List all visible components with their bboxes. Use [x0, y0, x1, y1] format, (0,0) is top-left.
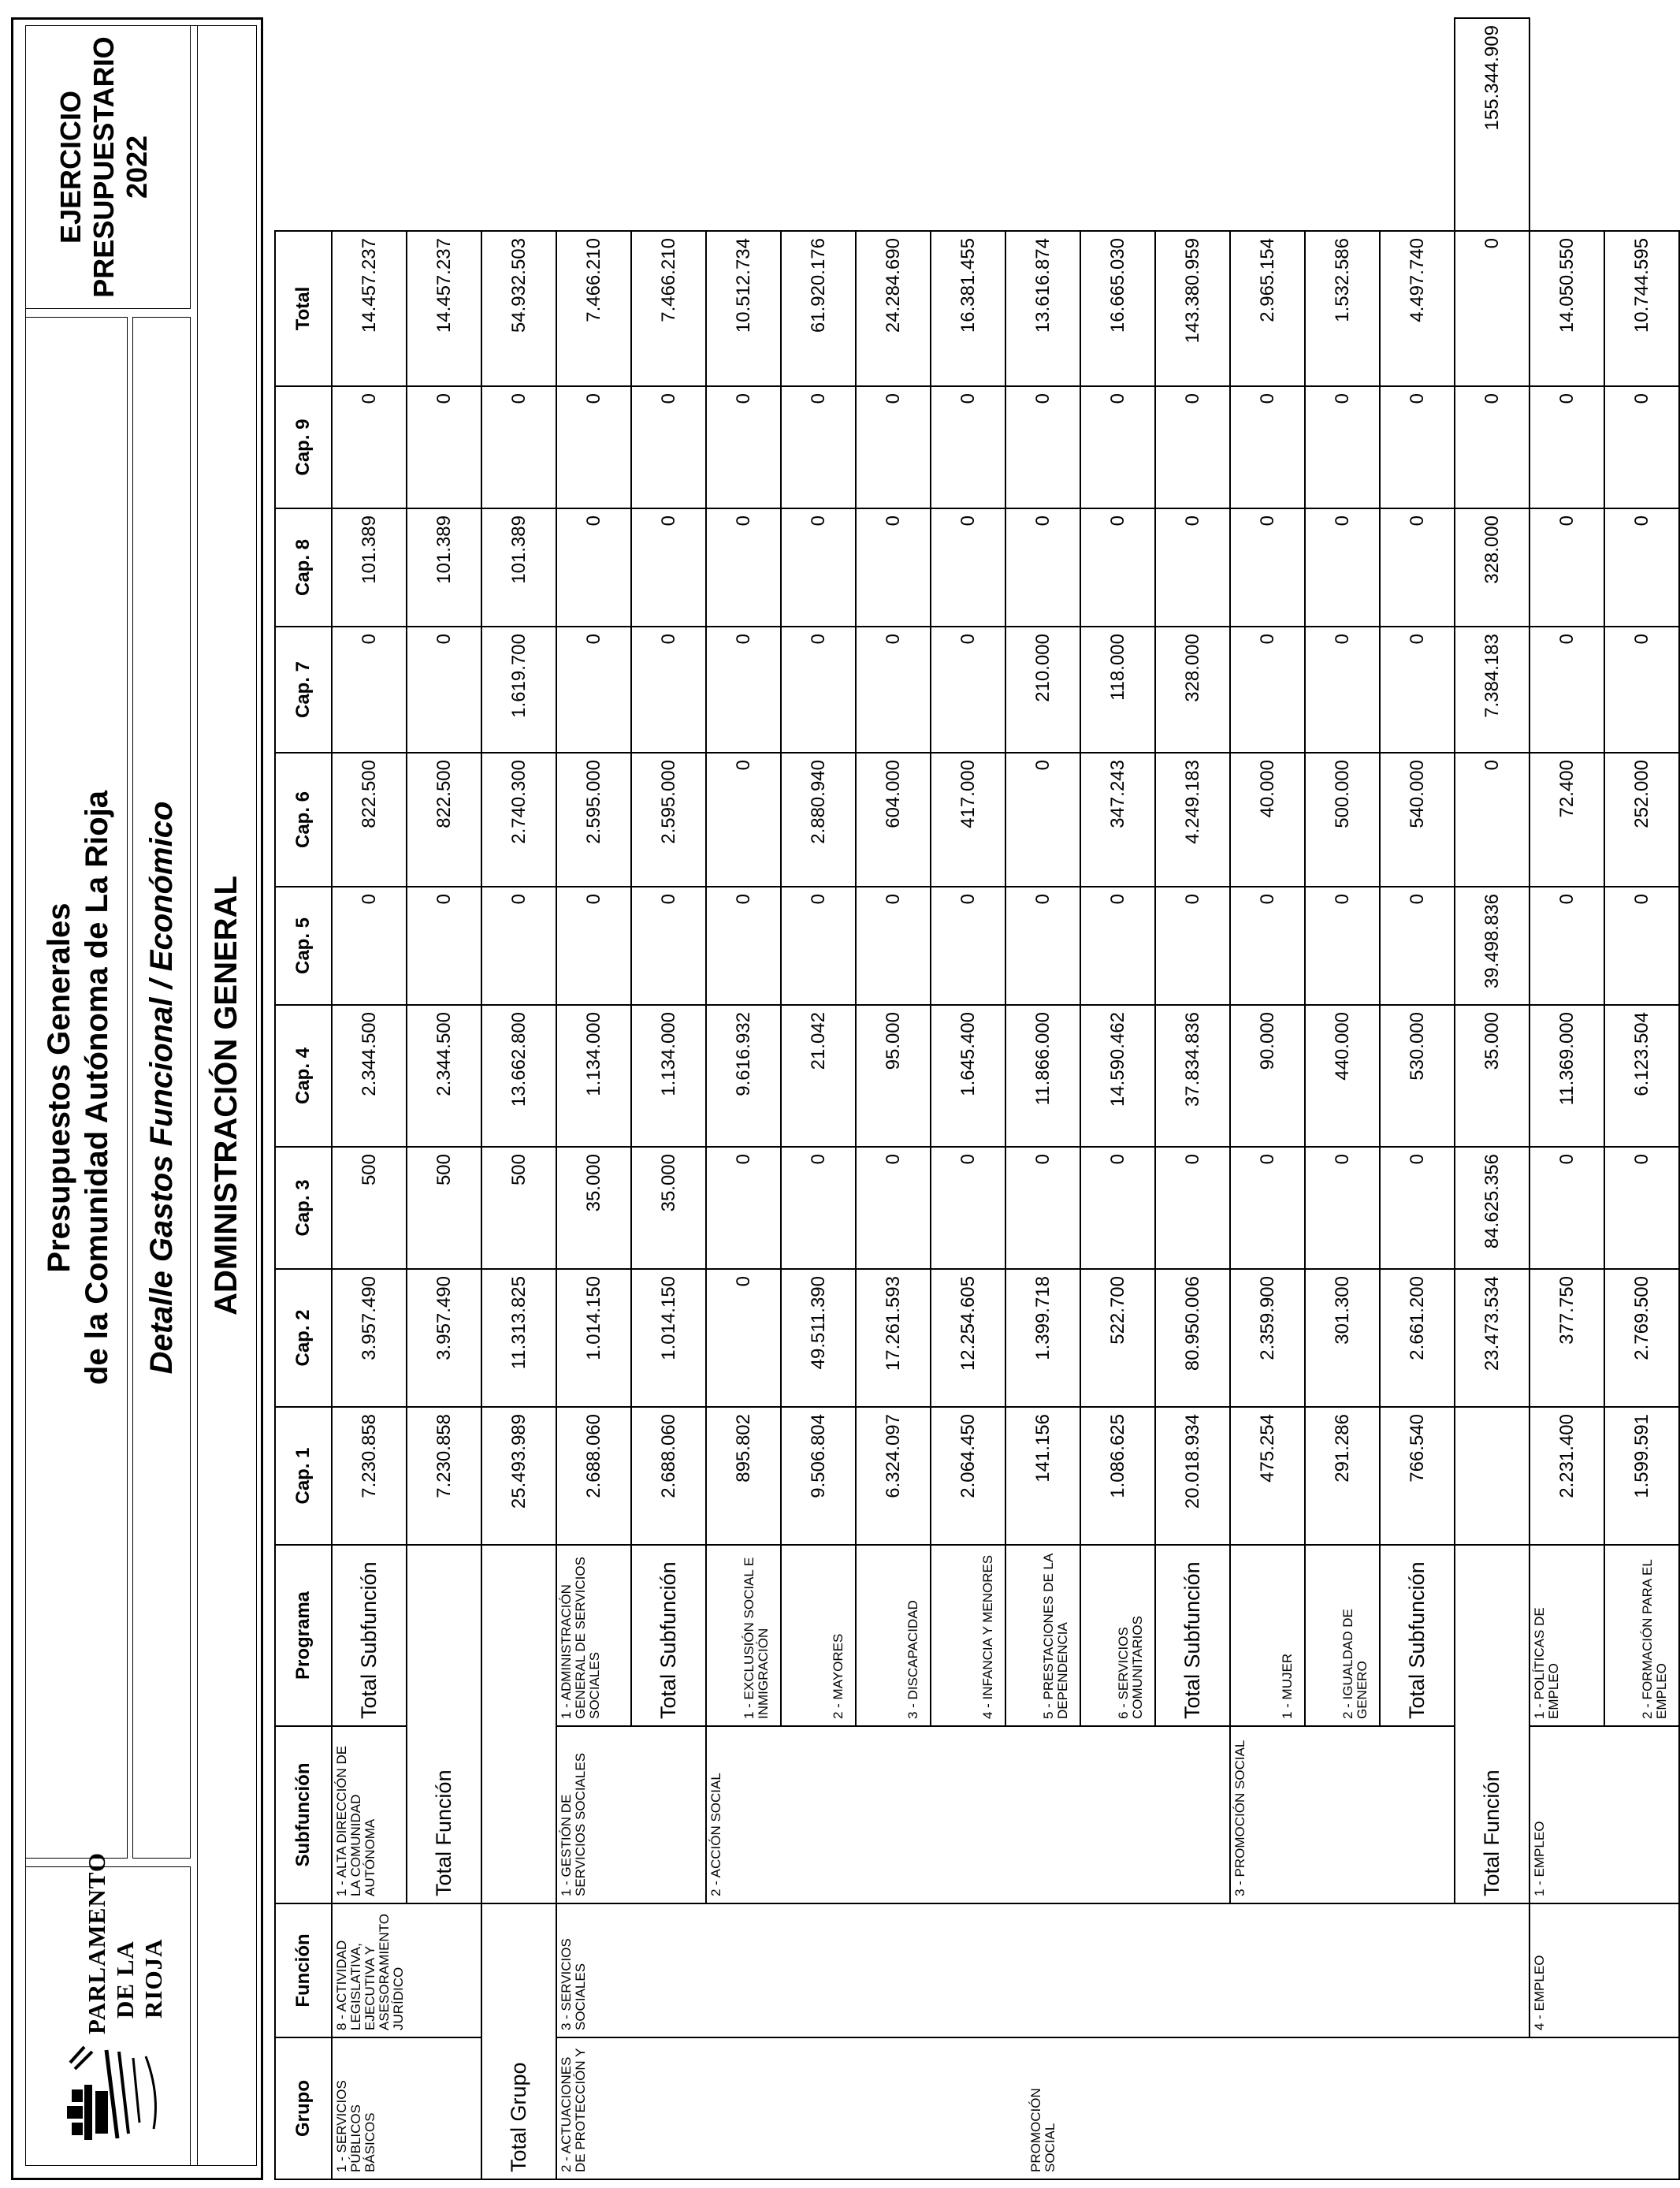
- value-cap7: 0: [1604, 627, 1679, 753]
- value-cap6: 2.880.940: [781, 753, 856, 887]
- value-cap3: 0: [856, 1147, 931, 1269]
- funcion-cell: 4 - EMPLEO: [1529, 1903, 1679, 2037]
- value-total: 7.466.210: [556, 231, 631, 386]
- value-cap9: 0: [781, 386, 856, 508]
- value-cap9: 0: [631, 386, 706, 508]
- value-cap2: 3.957.490: [332, 1269, 407, 1407]
- col-header-cap5: Cap. 5: [275, 887, 332, 1005]
- budget-table: [274, 17, 1680, 2180]
- subfuncion-cell: 1 - ALTA DIRECCIÓN DE LA COMUNIDAD AUTÓNOMA: [332, 1726, 407, 1903]
- value-cap7: 0: [1380, 627, 1455, 753]
- value-total: 13.616.874: [1005, 231, 1080, 386]
- value-cap9: 0: [1604, 386, 1679, 508]
- table-row: [332, 18, 407, 2179]
- value-cap2: 84.625.356: [1455, 1147, 1529, 1269]
- value-cap7: 0: [407, 627, 481, 753]
- ejercicio-box: [25, 25, 191, 309]
- value-cap5: 0: [407, 887, 481, 1005]
- value-cap8: 0: [556, 508, 631, 627]
- value-cap8: 0: [1080, 508, 1155, 627]
- subfuncion-cell: 1 - GESTIÓN DE SERVICIOS SOCIALES: [556, 1726, 706, 1903]
- col-header-cap4: Cap. 4: [275, 1005, 332, 1147]
- funcion-cell: 8 - ACTIVIDAD LEGISLATIVA, EJECUTIVA Y ASESORAMIENTO JURÍDICO: [332, 1903, 481, 2037]
- value-cap8: 0: [1529, 508, 1604, 627]
- value-cap8: 0: [631, 508, 706, 627]
- value-total: 14.050.550: [1529, 231, 1604, 386]
- value-cap9: 0: [1529, 386, 1604, 508]
- value-cap9: 0: [481, 386, 556, 508]
- value-cap9: 0: [1305, 386, 1380, 508]
- programa-cell: 2 - FORMACIÓN PARA EL EMPLEO: [1604, 1545, 1679, 1726]
- value-cap3: 500: [407, 1147, 481, 1269]
- col-header-cap3: Cap. 3: [275, 1147, 332, 1269]
- table-row: [1230, 18, 1305, 2179]
- value-cap8: 0: [1380, 508, 1455, 627]
- value-cap1: 23.473.534: [1455, 1269, 1529, 1407]
- col-header-cap9: Cap. 9: [275, 386, 332, 508]
- value-cap9: 0: [1005, 386, 1080, 508]
- value-cap6: 2.740.300: [481, 753, 556, 887]
- value-cap1: 475.254: [1230, 1407, 1305, 1545]
- value-cap7: 0: [332, 627, 407, 753]
- value-cap6: 72.400: [1529, 753, 1604, 887]
- value-cap3: 35.000: [631, 1147, 706, 1269]
- value-cap5: 0: [1005, 887, 1080, 1005]
- value-total: 16.381.455: [931, 231, 1005, 386]
- value-cap9: 0: [931, 386, 1005, 508]
- value-cap7: 0: [556, 627, 631, 753]
- value-cap8: 0: [1305, 508, 1380, 627]
- total-subfuncion-label: Total Subfunción: [332, 1545, 407, 1726]
- value-cap3: 0: [1305, 1147, 1380, 1269]
- value-total: 7.466.210: [631, 231, 706, 386]
- value-cap5: 0: [781, 887, 856, 1005]
- subfuncion-cell: 1 - EMPLEO: [1529, 1726, 1679, 1903]
- value-cap9: 0: [1155, 386, 1230, 508]
- programa-cell: 1 - MUJER: [1230, 1545, 1305, 1726]
- value-cap8: 0: [1455, 386, 1529, 508]
- value-cap2: 377.750: [1529, 1269, 1604, 1407]
- value-cap6: 4.249.183: [1155, 753, 1230, 887]
- value-cap6: 604.000: [856, 753, 931, 887]
- subtitle: Detalle Gastos Funcional / Económico: [144, 801, 179, 1375]
- value-cap9: 0: [556, 386, 631, 508]
- col-header-cap6: Cap. 6: [275, 753, 332, 887]
- header-row: [275, 18, 332, 2179]
- value-cap5: 0: [1080, 887, 1155, 1005]
- blank-cell: [481, 1545, 556, 1903]
- blank-cell: [1455, 1407, 1529, 1545]
- value-cap9: 0: [1455, 231, 1529, 386]
- value-cap3: 0: [931, 1147, 1005, 1269]
- grupo-cell: [556, 2037, 1679, 2179]
- value-cap2: 3.957.490: [407, 1269, 481, 1407]
- value-cap3: 0: [1380, 1147, 1455, 1269]
- grupo-label-bottom: PROMOCIÓN SOCIAL: [1028, 2088, 1057, 2172]
- value-cap4: 11.866.000: [1005, 1005, 1080, 1147]
- value-cap7: 0: [781, 627, 856, 753]
- value-total: 4.497.740: [1380, 231, 1455, 386]
- parliament-emblem-icon: [61, 2042, 163, 2145]
- total-subfuncion-label: Total Subfunción: [631, 1545, 706, 1726]
- value-cap1: 895.802: [706, 1407, 781, 1545]
- value-cap5: 0: [1230, 887, 1305, 1005]
- title-line2: de la Comunidad Autónoma de La Rioja: [80, 790, 114, 1386]
- value-total: 16.665.030: [1080, 231, 1155, 386]
- value-cap6: 540.000: [1380, 753, 1455, 887]
- logo-box: [25, 1851, 191, 2166]
- programa-cell: 6 - SERVICIOS COMUNITARIOS: [1080, 1545, 1155, 1726]
- value-cap4: 39.498.836: [1455, 887, 1529, 1005]
- value-total: 14.457.237: [407, 231, 481, 386]
- logo-text-line1: PARLAMENTO: [83, 1851, 110, 2034]
- value-cap4: 2.344.500: [407, 1005, 481, 1147]
- table-row: [1455, 18, 1529, 2179]
- logo-text-line2: DE LA RIOJA: [111, 1938, 167, 2019]
- ejercicio-line2: PRESUPUESTARIO: [87, 36, 120, 298]
- value-total: 2.965.154: [1230, 231, 1305, 386]
- value-cap9: 0: [332, 386, 407, 508]
- value-cap8: 0: [1230, 508, 1305, 627]
- value-cap5: 0: [1380, 887, 1455, 1005]
- value-cap5: 0: [856, 887, 931, 1005]
- value-cap3: 0: [1230, 1147, 1305, 1269]
- col-header-grupo: Grupo: [275, 2037, 332, 2179]
- value-cap3: 0: [1155, 1147, 1230, 1269]
- value-cap8: 0: [706, 508, 781, 627]
- value-cap6: 252.000: [1604, 753, 1679, 887]
- col-header-cap2: Cap. 2: [275, 1269, 332, 1407]
- programa-cell: 5 - PRESTACIONES DE LA DEPENDENCIA: [1005, 1545, 1080, 1726]
- programa-cell: 1 - ADMINISTRACIÓN GENERAL DE SERVICIOS SOCIALES: [556, 1545, 631, 1726]
- total-subfuncion-label: Total Subfunción: [1155, 1545, 1230, 1726]
- value-cap7: 0: [1305, 627, 1380, 753]
- value-cap3: 500: [481, 1147, 556, 1269]
- programa-cell: 1 - EXCLUSIÓN SOCIAL E INMIGRACIÓN: [706, 1545, 781, 1726]
- value-cap3: 0: [706, 1147, 781, 1269]
- grupo-cell: 1 - SERVICIOS PÚBLICOS BÁSICOS: [332, 2037, 481, 2179]
- value-cap6: 2.595.000: [631, 753, 706, 887]
- section-title: ADMINISTRACIÓN GENERAL: [209, 876, 243, 1315]
- value-cap4: 37.834.836: [1155, 1005, 1230, 1147]
- value-cap5: 0: [556, 887, 631, 1005]
- value-cap1: 6.324.097: [856, 1407, 931, 1545]
- value-cap5: 0: [332, 887, 407, 1005]
- col-header-cap7: Cap. 7: [275, 627, 332, 753]
- value-cap4: 440.000: [1305, 1005, 1380, 1147]
- value-cap4: 21.042: [781, 1005, 856, 1147]
- value-cap7: 0: [1230, 627, 1305, 753]
- value-cap8: 0: [781, 508, 856, 627]
- value-cap4: 2.344.500: [332, 1005, 407, 1147]
- value-cap5: 0: [1455, 753, 1529, 887]
- value-cap8: 0: [1005, 508, 1080, 627]
- value-cap8: 0: [931, 508, 1005, 627]
- value-cap6: 7.384.183: [1455, 627, 1529, 753]
- value-cap8: 101.389: [407, 508, 481, 627]
- value-cap4: 13.662.800: [481, 1005, 556, 1147]
- value-cap6: 822.500: [332, 753, 407, 887]
- value-cap4: 90.000: [1230, 1005, 1305, 1147]
- value-cap2: 522.700: [1080, 1269, 1155, 1407]
- table-row: [556, 18, 631, 2179]
- programa-cell: 2 - MAYORES: [781, 1545, 856, 1726]
- ejercicio-line1: EJERCICIO: [54, 90, 87, 244]
- title-box: [25, 317, 128, 1859]
- value-cap7: 0: [706, 627, 781, 753]
- value-cap1: 2.231.400: [1529, 1407, 1604, 1545]
- value-total: 1.532.586: [1305, 231, 1380, 386]
- value-cap3: 0: [1604, 1147, 1679, 1269]
- value-cap2: 2.661.200: [1380, 1269, 1455, 1407]
- value-cap3: 500: [332, 1147, 407, 1269]
- value-cap2: 17.261.593: [856, 1269, 931, 1407]
- subfuncion-cell: 2 - ACCIÓN SOCIAL: [706, 1726, 1230, 1903]
- value-cap3: 0: [1529, 1147, 1604, 1269]
- ejercicio-year: 2022: [121, 135, 153, 199]
- programa-cell: 4 - INFANCIA Y MENORES: [931, 1545, 1005, 1726]
- value-cap2: 49.511.390: [781, 1269, 856, 1407]
- value-cap7: 1.619.700: [481, 627, 556, 753]
- value-cap5: 0: [1305, 887, 1380, 1005]
- value-cap7: 0: [931, 627, 1005, 753]
- value-cap8: 0: [1155, 508, 1230, 627]
- value-cap5: 0: [706, 887, 781, 1005]
- value-cap5: 0: [931, 887, 1005, 1005]
- value-cap6: 0: [706, 753, 781, 887]
- value-cap3: 0: [1005, 1147, 1080, 1269]
- grupo-label-top: 2 - ACTUACIONES DE PROTECCIÓN Y: [559, 2048, 588, 2172]
- value-cap2: 0: [706, 1269, 781, 1407]
- value-cap9: 0: [1080, 386, 1155, 508]
- table-row: [481, 18, 556, 2179]
- value-cap7: 0: [1529, 627, 1604, 753]
- value-total: 10.744.595: [1604, 231, 1679, 386]
- value-cap7: 118.000: [1080, 627, 1155, 753]
- value-cap2: 1.399.718: [1005, 1269, 1080, 1407]
- value-cap4: 14.590.462: [1080, 1005, 1155, 1147]
- col-header-programa: Programa: [275, 1545, 332, 1726]
- value-cap6: 347.243: [1080, 753, 1155, 887]
- value-cap1: 141.156: [1005, 1407, 1080, 1545]
- total-funcion-label: Total Función: [1455, 1545, 1529, 1903]
- value-cap1: 25.493.989: [481, 1407, 556, 1545]
- value-cap9: 0: [407, 386, 481, 508]
- value-cap1: 9.506.804: [781, 1407, 856, 1545]
- col-header-cap1: Cap. 1: [275, 1407, 332, 1545]
- value-cap7: 328.000: [1455, 508, 1529, 627]
- total-grupo-label: Total Grupo: [481, 1903, 556, 2179]
- value-cap1: 7.230.858: [332, 1407, 407, 1545]
- value-cap2: 1.014.150: [556, 1269, 631, 1407]
- col-header-cap8: Cap. 8: [275, 508, 332, 627]
- spacer: [588, 2045, 1029, 2172]
- value-cap1: 2.688.060: [556, 1407, 631, 1545]
- value-cap2: 80.950.006: [1155, 1269, 1230, 1407]
- value-cap6: 417.000: [931, 753, 1005, 887]
- value-cap1: 291.286: [1305, 1407, 1380, 1545]
- value-cap5: 0: [631, 887, 706, 1005]
- value-cap5: 0: [481, 887, 556, 1005]
- value-cap1: 766.540: [1380, 1407, 1455, 1545]
- value-cap4: 95.000: [856, 1005, 931, 1147]
- total-subfuncion-label: Total Subfunción: [1380, 1545, 1455, 1726]
- table-row: [706, 18, 781, 2179]
- value-cap2: 2.769.500: [1604, 1269, 1679, 1407]
- subtitle-box: [132, 317, 191, 1859]
- value-cap2: 2.359.900: [1230, 1269, 1305, 1407]
- funcion-cell: 3 - SERVICIOS SOCIALES: [556, 1903, 1529, 2037]
- value-cap2: 12.254.605: [931, 1269, 1005, 1407]
- table-row: [407, 18, 481, 2179]
- value-cap8: 101.389: [332, 508, 407, 627]
- value-total: 61.920.176: [781, 231, 856, 386]
- value-total: 54.932.503: [481, 231, 556, 386]
- value-cap8: 0: [856, 508, 931, 627]
- programa-cell: 3 - DISCAPACIDAD: [856, 1545, 931, 1726]
- value-cap7: 0: [631, 627, 706, 753]
- value-total: 14.457.237: [332, 231, 407, 386]
- value-cap1: 2.064.450: [931, 1407, 1005, 1545]
- value-cap2: 301.300: [1305, 1269, 1380, 1407]
- col-header-total: Total: [275, 231, 332, 386]
- value-cap6: 40.000: [1230, 753, 1305, 887]
- value-total: 24.284.690: [856, 231, 931, 386]
- value-cap2: 11.313.825: [481, 1269, 556, 1407]
- value-cap1: 20.018.934: [1155, 1407, 1230, 1545]
- value-cap6: 2.595.000: [556, 753, 631, 887]
- section-box: [197, 25, 257, 2166]
- col-header-subfuncion: Subfunción: [275, 1726, 332, 1903]
- value-cap9: 0: [1230, 386, 1305, 508]
- value-cap1: 7.230.858: [407, 1407, 481, 1545]
- value-cap2: 1.014.150: [631, 1269, 706, 1407]
- value-cap8: 101.389: [481, 508, 556, 627]
- value-cap4: 11.369.000: [1529, 1005, 1604, 1147]
- value-cap6: 822.500: [407, 753, 481, 887]
- value-total: 155.344.909: [1455, 18, 1529, 231]
- value-cap9: 0: [706, 386, 781, 508]
- value-cap1: 2.688.060: [631, 1407, 706, 1545]
- value-cap8: 0: [1604, 508, 1679, 627]
- value-cap4: 9.616.932: [706, 1005, 781, 1147]
- value-cap1: 1.599.591: [1604, 1407, 1679, 1545]
- title-line1: Presupuestos Generales: [42, 902, 76, 1273]
- value-cap7: 210.000: [1005, 627, 1080, 753]
- value-cap5: 0: [1529, 887, 1604, 1005]
- value-cap3: 0: [1080, 1147, 1155, 1269]
- programa-cell: 2 - IGUALDAD DE GENERO: [1305, 1545, 1380, 1726]
- value-cap7: 0: [856, 627, 931, 753]
- value-cap6: 0: [1005, 753, 1080, 887]
- value-cap1: 1.086.625: [1080, 1407, 1155, 1545]
- value-cap7: 328.000: [1155, 627, 1230, 753]
- value-cap6: 500.000: [1305, 753, 1380, 887]
- value-cap4: 1.134.000: [556, 1005, 631, 1147]
- subfuncion-cell: 3 - PROMOCIÓN SOCIAL: [1230, 1726, 1455, 1903]
- table-row: [1529, 18, 1604, 2179]
- value-cap3: 0: [781, 1147, 856, 1269]
- col-header-funcion: Función: [275, 1903, 332, 2037]
- value-total: 10.512.734: [706, 231, 781, 386]
- total-funcion-label: Total Función: [407, 1545, 481, 1903]
- programa-cell: 1 - POLÍTICAS DE EMPLEO: [1529, 1545, 1604, 1726]
- value-cap9: 0: [1380, 386, 1455, 508]
- value-cap4: 530.000: [1380, 1005, 1455, 1147]
- value-cap4: 1.645.400: [931, 1005, 1005, 1147]
- value-cap5: 0: [1604, 887, 1679, 1005]
- value-cap3: 35.000: [556, 1147, 631, 1269]
- value-total: 143.380.959: [1155, 231, 1230, 386]
- value-cap4: 6.123.504: [1604, 1005, 1679, 1147]
- value-cap3: 35.000: [1455, 1005, 1529, 1147]
- budget-table-wrapper: [274, 17, 1669, 2180]
- value-cap9: 0: [856, 386, 931, 508]
- value-cap5: 0: [1155, 887, 1230, 1005]
- value-cap4: 1.134.000: [631, 1005, 706, 1147]
